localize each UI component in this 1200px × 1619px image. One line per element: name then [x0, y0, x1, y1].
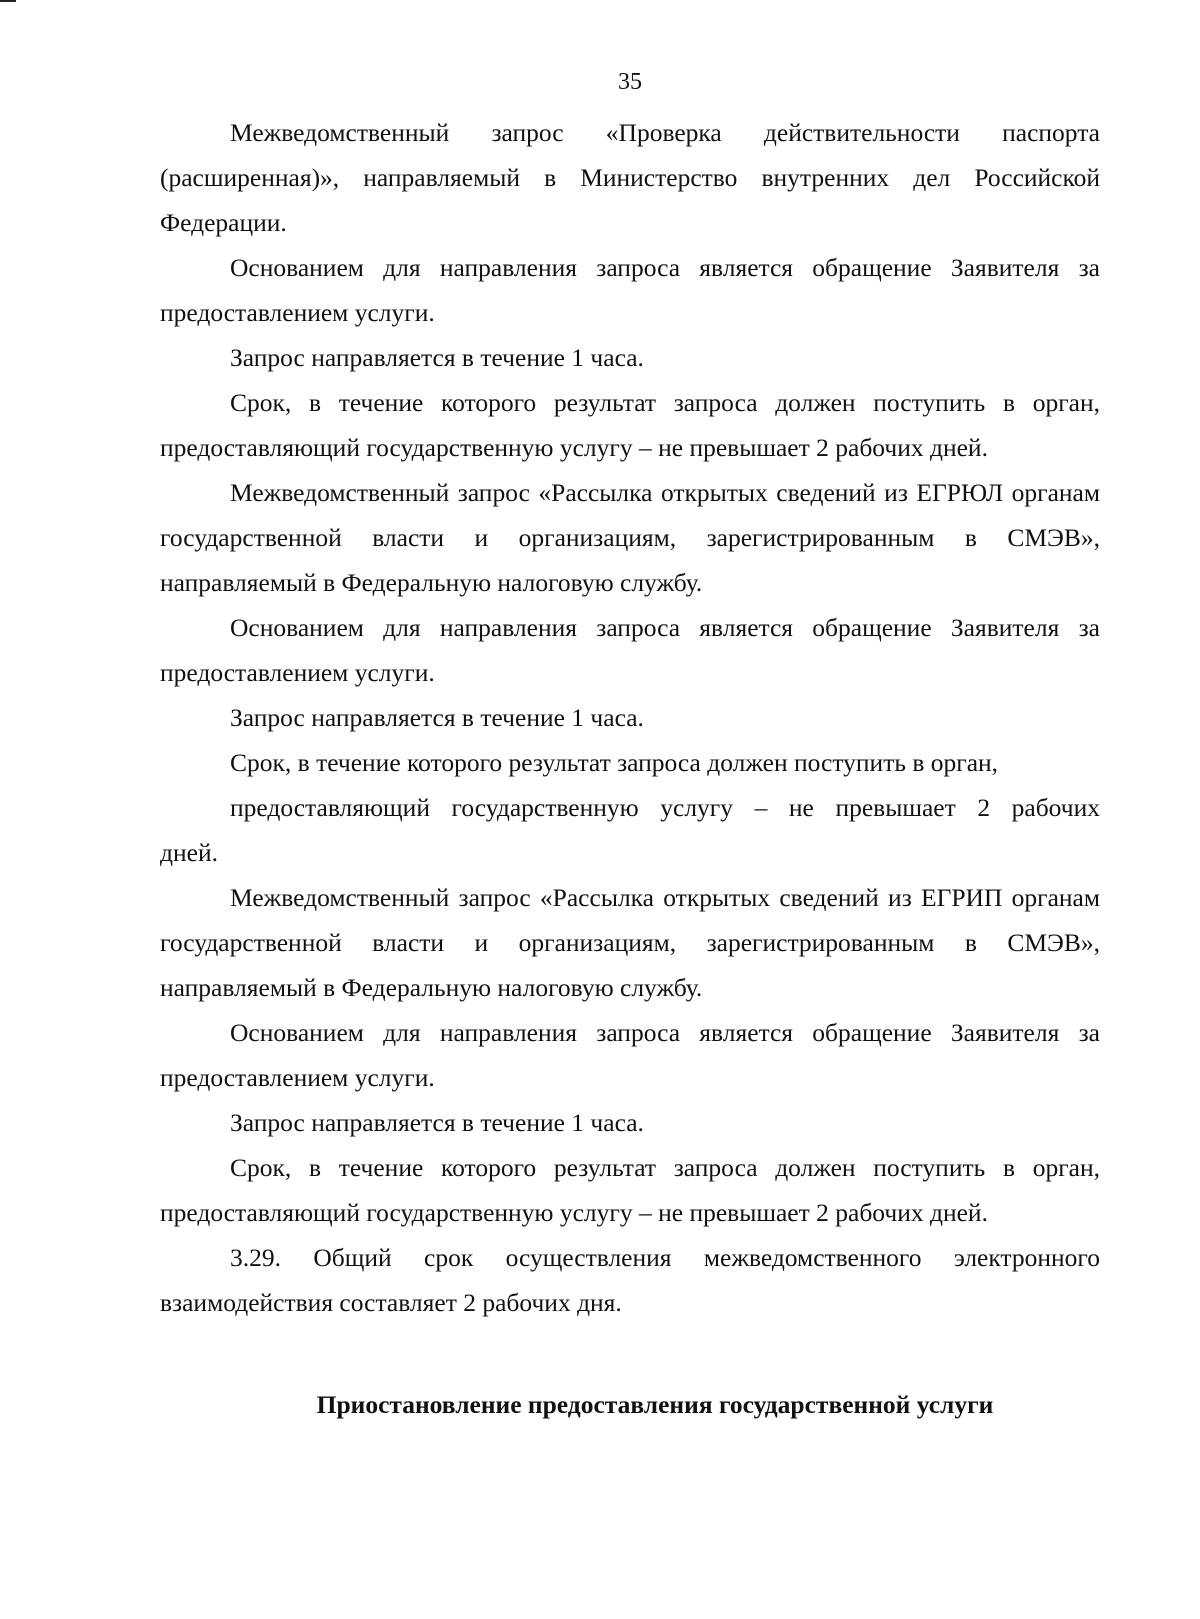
paragraph-result-deadline-2c: дней. [160, 838, 218, 867]
paragraph-result-deadline-3: Срок, в течение которого результат запроса должен поступить в орган, предоставляющий государственную услугу – не превышает 2 рабочих дней. [160, 1153, 1100, 1227]
paragraph-result-deadline-1: Срок, в течение которого результат запроса должен поступить в орган, предоставляющий государственную услугу – не превышает 2 рабочих дней. [160, 388, 1100, 462]
scan-corner-mark [0, 0, 16, 2]
paragraph-egrip-request: Межведомственный запрос «Рассылка открытых сведений из ЕГРИП органам государственной власти и организациям, зарегистрированным в СМЭВ», направляемый в Федеральную налоговую службу. [160, 883, 1100, 1002]
paragraph-request-timing-1: Запрос направляется в течение 1 часа. [230, 343, 644, 372]
paragraph-request-timing-3: Запрос направляется в течение 1 часа. [230, 1108, 644, 1137]
paragraph-request-basis-3: Основанием для направления запроса является обращение Заявителя за предоставлением услуги. [160, 1018, 1100, 1092]
paragraph-request-basis-1: Основанием для направления запроса является обращение Заявителя за предоставлением услуги. [160, 253, 1100, 327]
paragraph-passport-request: Межведомственный запрос «Проверка действительности паспорта (расширенная)», направляемый в Министерство внутренних дел Российской Федерации. [160, 118, 1100, 237]
paragraph-egrul-request: Межведомственный запрос «Рассылка открытых сведений из ЕГРЮЛ органам государственной власти и организациям, зарегистрированным в СМЭВ», направляемый в Федеральную налоговую службу. [160, 478, 1100, 597]
page-number: 35 [618, 69, 642, 95]
paragraph-result-deadline-2a: Срок, в течение которого результат запроса должен поступить в орган, [230, 748, 999, 777]
paragraph-result-deadline-2b: предоставляющий государственную услугу – не превышает 2 рабочих [230, 793, 1100, 822]
document-body [160, 110, 1100, 1325]
section-heading: Приостановление предоставления государственной услуги [316, 1390, 994, 1419]
paragraph-request-basis-2: Основанием для направления запроса является обращение Заявителя за предоставлением услуги. [160, 613, 1100, 687]
paragraph-clause-3-29: 3.29. Общий срок осуществления межведомственного электронного взаимодействия составляет 2 рабочих дня. [160, 1243, 1100, 1317]
paragraph-request-timing-2: Запрос направляется в течение 1 часа. [230, 703, 644, 732]
